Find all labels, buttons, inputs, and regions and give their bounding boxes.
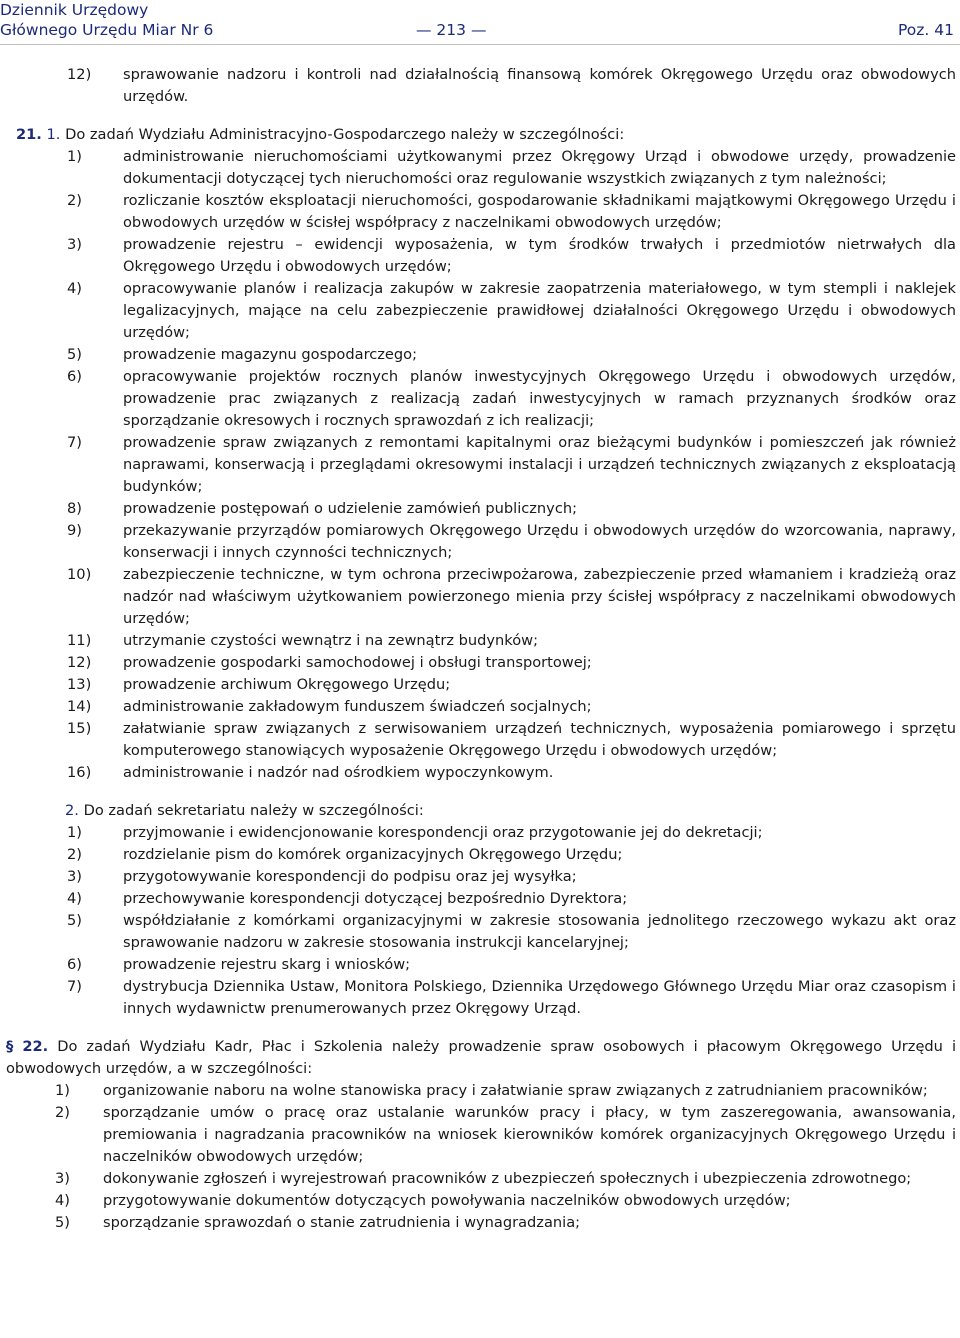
item-text: sporządzanie sprawozdań o stanie zatrudnienia i wynagradzania; <box>103 1214 581 1231</box>
item-text: prowadzenie postępowań o udzielenie zamówień publicznych; <box>123 500 578 517</box>
paragraph-symbol: § <box>6 1038 14 1055</box>
list-item <box>0 344 960 366</box>
item-number: 3) <box>55 1170 70 1187</box>
section-number: 22. <box>22 1038 49 1055</box>
list-item <box>0 520 960 564</box>
list-item <box>0 976 960 1020</box>
list-item <box>0 564 960 630</box>
list-item <box>0 954 960 976</box>
page-header <box>0 0 960 40</box>
item-text: prowadzenie gospodarki samochodowej i obsługi transportowej; <box>123 654 592 671</box>
item-text: opracowywanie projektów rocznych planów inwestycyjnych Okręgowego Urzędu i obwodowych urzędów, prowadzenie prac związanych z realizacją zadań inwestycyjnych w ramach przyznanych środków oraz sporządzanie okresowych i rocznych sprawozdań z ich realizacji; <box>123 368 956 429</box>
list-item <box>0 652 960 674</box>
item-text: sporządzanie umów o pracę oraz ustalanie warunków pracy i płacy, w tym zaszeregowania, awansowania, premiowania i nagradzania pracowników na wniosek kierowników komórek organizacyjnych Okręgowego Urzędu i naczelników obwodowych urzędów; <box>103 1104 956 1165</box>
list-item <box>0 910 960 954</box>
list-item <box>0 190 960 234</box>
item-number: 14) <box>67 698 92 715</box>
item-number: 2) <box>55 1104 70 1121</box>
list-item <box>0 866 960 888</box>
item-number: 6) <box>67 368 82 385</box>
list-item <box>0 498 960 520</box>
item-text: sprawowanie nadzoru i kontroli nad działalnością finansową komórek Okręgowego Urzędu oraz obwodowych urzędów. <box>123 66 956 105</box>
item-text: prowadzenie archiwum Okręgowego Urzędu; <box>123 676 451 693</box>
item-number: 13) <box>67 676 92 693</box>
item-number: 7) <box>67 434 82 451</box>
list-item <box>0 822 960 844</box>
item-number: 3) <box>67 236 82 253</box>
item-number: 4) <box>55 1192 70 1209</box>
item-number: 16) <box>67 764 92 781</box>
list-item <box>0 1080 960 1102</box>
item-text: prowadzenie spraw związanych z remontami kapitalnymi oraz bieżącymi budynków i pomieszczeń jak również naprawami, konserwacją i przeglądami okresowymi instalacji i urządzeń technicznych związanych z eksploatacją budynków; <box>123 434 956 495</box>
item-text: prowadzenie magazynu gospodarczego; <box>123 346 418 363</box>
list-item <box>0 674 960 696</box>
item-text: prowadzenie rejestru skarg i wniosków; <box>123 956 411 973</box>
item-number: 5) <box>55 1214 70 1231</box>
item-number: 1) <box>67 148 82 165</box>
item-number: 12) <box>67 654 92 671</box>
list-item <box>0 844 960 866</box>
journal-title-line2: Głównego Urzędu Miar Nr 6 <box>0 21 214 39</box>
subsection-number: 1. <box>46 126 61 143</box>
item-text: rozdzielanie pism do komórek organizacyjnych Okręgowego Urzędu; <box>123 846 623 863</box>
item-text: przyjmowanie i ewidencjonowanie korespondencji oraz przygotowanie jej do dekretacji; <box>123 824 763 841</box>
item-number: 5) <box>67 346 82 363</box>
section-intro: Do zadań Wydziału Administracyjno-Gospodarczego należy w szczególności: <box>65 126 625 143</box>
item-text: organizowanie naboru na wolne stanowiska pracy i załatwianie spraw związanych z zatrudnianiem pracowników; <box>103 1082 928 1099</box>
list-item <box>0 278 960 344</box>
list-item <box>0 146 960 190</box>
header-divider <box>0 44 960 45</box>
list-item <box>0 630 960 652</box>
list-item <box>0 762 960 784</box>
item-text: opracowywanie planów i realizacja zakupów w zakresie zaopatrzenia materiałowego, w tym stempli i naklejek legalizacyjnych, mające na celu zabezpieczenie prawidłowej działalności Okręgowego Urzędu i obwodowych urzędów; <box>123 280 956 341</box>
journal-title-line1: Dziennik Urzędowy <box>0 1 149 19</box>
item-number: 7) <box>67 978 82 995</box>
section-22-heading <box>0 1036 960 1080</box>
item-number: 9) <box>67 522 82 539</box>
item-text: administrowanie i nadzór nad ośrodkiem wypoczynkowym. <box>123 764 554 781</box>
list-item <box>0 1212 960 1234</box>
list-item <box>0 1190 960 1212</box>
item-number: 4) <box>67 280 82 297</box>
item-number: 10) <box>67 566 92 583</box>
item-number: 12) <box>67 66 92 83</box>
list-item <box>0 1168 960 1190</box>
list-item <box>0 64 960 108</box>
list-item <box>0 718 960 762</box>
subsection-intro: Do zadań sekretariatu należy w szczególności: <box>83 802 424 819</box>
item-number: 1) <box>67 824 82 841</box>
subsection-2-list <box>0 822 960 1020</box>
item-number: 15) <box>67 720 92 737</box>
item-text: przechowywanie korespondencji dotyczącej bezpośrednio Dyrektora; <box>123 890 628 907</box>
item-number: 1) <box>55 1082 70 1099</box>
item-text: administrowanie zakładowym funduszem świadczeń socjalnych; <box>123 698 592 715</box>
position-label: Poz. 41 <box>898 21 954 39</box>
list-item <box>0 888 960 910</box>
item-text: dokonywanie zgłoszeń i wyrejestrowań pracowników z ubezpieczeń społecznych i ubezpieczenia zdrowotnego; <box>103 1170 912 1187</box>
item-text: administrowanie nieruchomościami użytkowanymi przez Okręgowy Urząd i obwodowe urzędy, prowadzenie dokumentacji dotyczącej tych nieruchomości oraz regulowanie wszystkich związanych z tym należności; <box>123 148 956 187</box>
item-number: 8) <box>67 500 82 517</box>
item-text: utrzymanie czystości wewnątrz i na zewnątrz budynków; <box>123 632 538 649</box>
item-number: 11) <box>67 632 92 649</box>
item-number: 6) <box>67 956 82 973</box>
item-text: przygotowywanie korespondencji do podpisu oraz jej wysyłka; <box>123 868 577 885</box>
item-number: 2) <box>67 846 82 863</box>
document-body <box>0 64 960 1234</box>
page-number: — 213 — <box>416 21 487 39</box>
section-22-list <box>0 1080 960 1234</box>
item-text: dystrybucja Dziennika Ustaw, Monitora Polskiego, Dziennika Urzędowego Głównego Urzędu Miar oraz czasopism i innych wydawnictw prenumerowanych przez Okręgowy Urząd. <box>123 978 956 1017</box>
subsection-2-heading <box>0 800 960 822</box>
item-number: 5) <box>67 912 82 929</box>
item-text: prowadzenie rejestru – ewidencji wyposażenia, w tym środków trwałych i przedmiotów nietrwałych dla Okręgowego Urzędu i obwodowych urzędów; <box>123 236 956 275</box>
list-item <box>0 696 960 718</box>
item-text: zabezpieczenie techniczne, w tym ochrona przeciwpożarowa, zabezpieczenie przed włamaniem i kradzieżą oraz nadzór nad właściwym użytkowaniem powierzonego mienia przy ścisłej współpracy z naczelnikami obwodowych urzędów; <box>123 566 956 627</box>
item-text: rozliczanie kosztów eksploatacji nieruchomości, gospodarowanie składnikami majątkowymi Okręgowego Urzędu i obwodowych urzędów w ścisłej współpracy z naczelnikami obwodowych urzędów; <box>123 192 956 231</box>
list-item <box>0 1102 960 1168</box>
item-number: 4) <box>67 890 82 907</box>
item-text: załatwianie spraw związanych z serwisowaniem urządzeń technicznych, wyposażenia pomiarowego i sprzętu komputerowego stanowiących wyposażenie Okręgowego Urzędu i obwodowych urzędów; <box>123 720 956 759</box>
item-text: przygotowywanie dokumentów dotyczących powoływania naczelników obwodowych urzędów; <box>103 1192 791 1209</box>
section-intro: Do zadań Wydziału Kadr, Płac i Szkolenia należy prowadzenie spraw osobowych i płacowym Okręgowego Urzędu i obwodowych urzędów, a w szczególności: <box>6 1038 957 1077</box>
item-number: 2) <box>67 192 82 209</box>
item-text: współdziałanie z komórkami organizacyjnymi w zakresie stosowania jednolitego rzeczowego wykazu akt oraz sprawowanie nadzoru w zakresie stosowania instrukcji kancelaryjnej; <box>123 912 956 951</box>
section-21-heading <box>0 124 960 146</box>
item-text: przekazywanie przyrządów pomiarowych Okręgowego Urzędu i obwodowych urzędów do wzorcowania, naprawy, konserwacji i innych czynności technicznych; <box>123 522 956 561</box>
subsection-number: 2. <box>65 802 79 819</box>
item-number: 3) <box>67 868 82 885</box>
section-number: 21. <box>16 126 42 143</box>
journal-title <box>0 0 213 40</box>
list-item <box>0 432 960 498</box>
section-21-list <box>0 146 960 784</box>
list-item <box>0 366 960 432</box>
list-item <box>0 234 960 278</box>
